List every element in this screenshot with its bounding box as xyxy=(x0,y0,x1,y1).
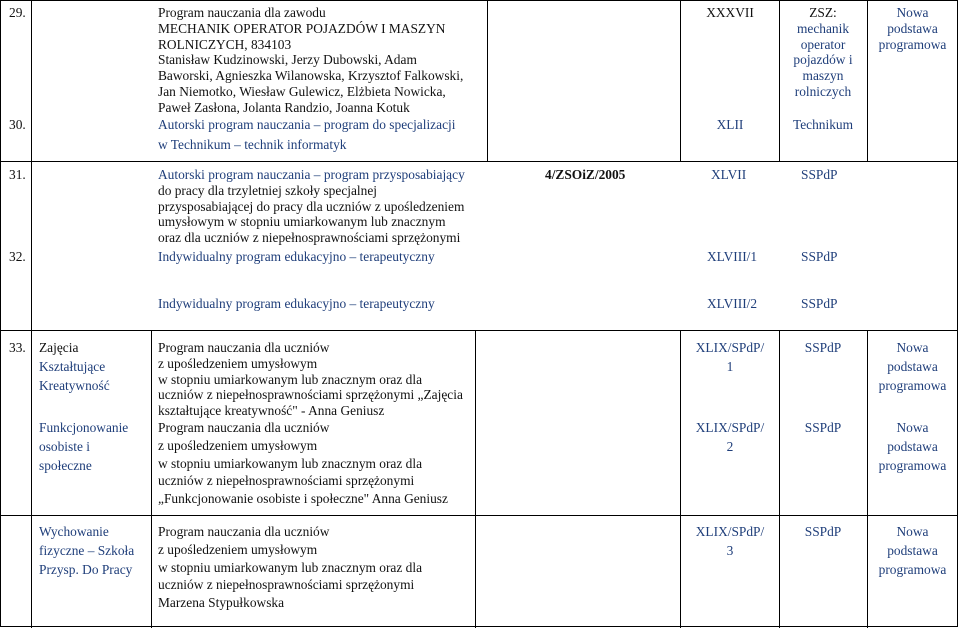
curriculum-status: Nowa podstawa programowa xyxy=(878,5,947,52)
description-line: Baworski, Agnieszka Wilanowska, Krzysztof Falkowski, xyxy=(158,68,464,84)
school-type: SSPdP xyxy=(804,340,842,355)
row-number: 31. xyxy=(9,167,26,182)
description-line: Jan Niemotko, Wiesław Gulewicz, Elżbieta Nowicka, xyxy=(158,83,446,99)
school-type: SSPdP xyxy=(801,167,838,182)
school-type: SSPdP xyxy=(801,296,838,311)
row-number: 33. xyxy=(9,340,26,355)
row-divider xyxy=(1,161,957,162)
description-line: ROLNICZYCH, 834103 xyxy=(158,36,292,52)
subject-area: Zajęcia Kształtujące Kreatywność xyxy=(39,340,110,393)
program-description: Indywidualny program edukacyjno – terapeutyczny xyxy=(158,296,435,311)
description-line: Paweł Zasłona, Jolanta Randzio, Joanna Kotuk xyxy=(158,99,410,115)
row-divider xyxy=(1,330,957,331)
column-divider xyxy=(475,330,476,628)
program-description: Program nauczania dla uczniów z upośledzeniem umysłowym w stopniu umiarkowanym lub znacznym oraz dla uczniów z niepełnosprawnościami sprzężonymi „Funkcjonowanie osobiste i społeczne" Anna Geniusz xyxy=(158,420,448,507)
curriculum-status: Nowa podstawa programowa xyxy=(878,524,947,577)
program-description: Program nauczania dla uczniów z upośledzeniem umysłowym w stopniu umiarkowanym lub znacznym oraz dla uczniów z niepełnosprawnościami sprzężonymi Marzena Stypułkowska xyxy=(158,524,423,611)
subject-area: Funkcjonowanie osobiste i społeczne xyxy=(39,420,129,473)
description-line: MECHANIK OPERATOR POJAZDÓW I MASZYN xyxy=(158,20,446,36)
program-number: XLIX/SPdP/ 2 xyxy=(695,420,765,454)
program-number: XLIX/SPdP/ 1 xyxy=(695,340,765,374)
row-number: 32. xyxy=(9,249,26,264)
column-divider xyxy=(31,1,32,628)
program-number: XXXVII xyxy=(706,5,754,20)
subject-area: Wychowanie fizyczne – Szkoła Przysp. Do Pracy xyxy=(39,524,135,577)
row-divider xyxy=(1,515,957,516)
program-description xyxy=(158,5,463,116)
school-type: SSPdP xyxy=(804,524,842,539)
description-line: Program nauczania dla zawodu xyxy=(158,5,326,20)
column-divider xyxy=(779,330,780,628)
school-type: ZSZ: mechanik operator pojazdów i maszyn rolniczych xyxy=(793,5,853,99)
column-divider xyxy=(680,1,681,161)
row-number: 30. xyxy=(9,117,26,132)
column-divider xyxy=(151,330,152,628)
program-description: Autorski program nauczania – program do specjalizacji w Technikum – technik informatyk xyxy=(158,117,456,152)
school-type: Technikum xyxy=(792,117,854,132)
program-code: 4/ZSOiZ/2005 xyxy=(545,167,626,182)
program-description: Program nauczania dla uczniów z upośledzeniem umysłowym w stopniu umiarkowanym lub znacznym oraz dla uczniów z niepełnosprawnościami sprzężonymi „Zajęcia kształtujące kreatywność" - Anna Geniusz xyxy=(158,340,463,419)
row-number: 29. xyxy=(9,5,26,20)
program-description: Indywidualny program edukacyjno – terapeutyczny xyxy=(158,249,435,264)
program-number: XLVII xyxy=(711,167,747,182)
column-divider xyxy=(487,1,488,161)
description-line: Stanisław Kudzinowski, Jerzy Dubowski, Adam xyxy=(158,52,417,68)
program-description: Autorski program nauczania – program przysposabiający do pracy dla trzyletniej szkoły specjalnej przysposabiającej do pracy dla uczniów z upośledzeniem umysłowym w stopniu umiarkowanym lub znacznym oraz dla uczniów z niepełnosprawnościami sprzężonymi xyxy=(158,167,465,246)
program-number: XLVIII/1 xyxy=(707,249,758,264)
program-number: XLIX/SPdP/ 3 xyxy=(695,524,765,558)
school-type: SSPdP xyxy=(801,249,838,264)
column-divider xyxy=(680,330,681,628)
curriculum-status: Nowa podstawa programowa xyxy=(878,420,947,473)
curriculum-status: Nowa podstawa programowa xyxy=(878,340,947,393)
program-number: XLVIII/2 xyxy=(707,296,758,311)
program-number: XLII xyxy=(716,117,744,132)
school-type: SSPdP xyxy=(804,420,842,435)
